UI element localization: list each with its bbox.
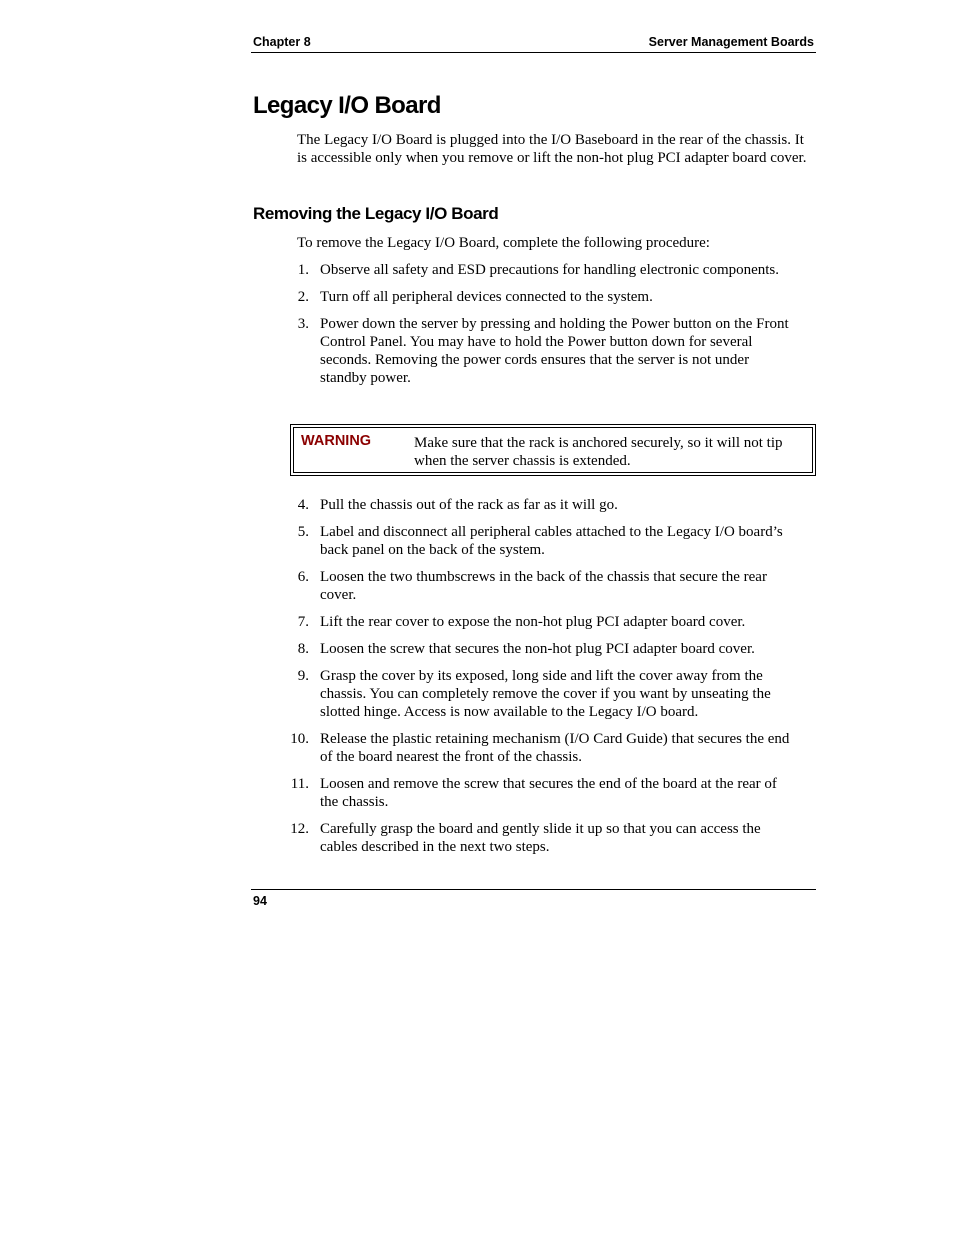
- warning-box-inner: [293, 427, 813, 473]
- step-text: Loosen the two thumbscrews in the back of the chassis that secure the rear cover.: [320, 569, 767, 603]
- warning-box: [290, 424, 816, 476]
- step-number: 12.: [290, 821, 309, 837]
- step-number: 2.: [297, 289, 309, 305]
- step-number: 10.: [290, 731, 309, 747]
- page-header: [251, 34, 816, 53]
- step-text: Loosen the screw that secures the non-hot plug PCI adapter board cover.: [320, 641, 755, 657]
- step-item: [280, 730, 790, 766]
- step-text: Power down the server by pressing and holding the Power button on the Front Control Panel. You may have to hold the Power button down for several seconds. Removing the power cords ensures that the server is not under standby power.: [320, 316, 789, 386]
- step-text: Loosen and remove the screw that secures the end of the board at the rear of the chassis.: [320, 776, 777, 810]
- procedure-lead: To remove the Legacy I/O Board, complete the following procedure:: [297, 235, 710, 251]
- step-item: [280, 496, 790, 514]
- step-number: 6.: [297, 569, 309, 585]
- step-number: 9.: [297, 668, 309, 684]
- step-text: Turn off all peripheral devices connected to the system.: [320, 289, 653, 305]
- step-text: Pull the chassis out of the rack as far as it will go.: [320, 497, 618, 513]
- step-item: [280, 523, 790, 559]
- step-text: Grasp the cover by its exposed, long side and lift the cover away from the chassis. You can completely remove the cover if you want by unseating the slotted hinge. Access is now available to the Legacy I/O board.: [320, 668, 771, 720]
- step-number: 1.: [297, 262, 309, 278]
- chapter-label: Chapter 8: [253, 35, 311, 49]
- step-number: 3.: [297, 316, 309, 332]
- warning-label: WARNING: [301, 433, 372, 449]
- section-label: Server Management Boards: [648, 35, 814, 49]
- step-item: [280, 820, 790, 856]
- page-number: 94: [253, 894, 267, 908]
- section-heading: Removing the Legacy I/O Board: [253, 204, 499, 223]
- step-item: [280, 667, 790, 721]
- step-number: 8.: [297, 641, 309, 657]
- step-item: [280, 640, 790, 658]
- step-item: [280, 568, 790, 604]
- step-item: [280, 288, 790, 306]
- step-number: 4.: [297, 497, 309, 513]
- step-item: [280, 613, 790, 631]
- step-item: [280, 315, 790, 387]
- step-text: Carefully grasp the board and gently slide it up so that you can access the cables described in the next two steps.: [320, 821, 761, 855]
- warning-text: Make sure that the rack is anchored securely, so it will not tip when the server chassis is extended.: [414, 435, 783, 469]
- step-item: [280, 261, 790, 279]
- step-number: 11.: [290, 776, 309, 792]
- step-number: 5.: [297, 524, 309, 540]
- step-text: Observe all safety and ESD precautions for handling electronic components.: [320, 262, 780, 278]
- page-footer: [251, 889, 816, 908]
- intro-paragraph: The Legacy I/O Board is plugged into the I/O Baseboard in the rear of the chassis. It is accessible only when you remove or lift the non-hot plug PCI adapter board cover.: [297, 132, 807, 166]
- procedure-steps-part2: [280, 496, 790, 865]
- procedure-steps-part1: [280, 261, 790, 396]
- step-text: Lift the rear cover to expose the non-hot plug PCI adapter board cover.: [320, 614, 746, 630]
- step-text: Release the plastic retaining mechanism (I/O Card Guide) that secures the end of the board nearest the front of the chassis.: [320, 731, 790, 765]
- step-text: Label and disconnect all peripheral cables attached to the Legacy I/O board’s back panel on the back of the system.: [320, 524, 783, 558]
- step-item: [280, 775, 790, 811]
- page-title: Legacy I/O Board: [253, 92, 441, 119]
- step-number: 7.: [297, 614, 309, 630]
